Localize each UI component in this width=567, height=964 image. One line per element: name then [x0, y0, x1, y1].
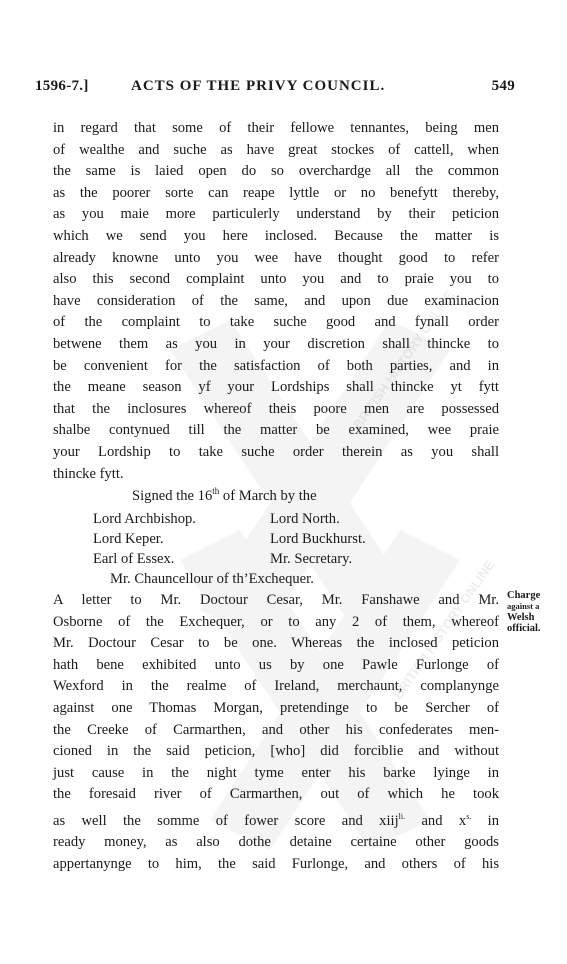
signed-line	[132, 486, 317, 505]
signer-name: Mr. Chauncellour of th’Exchequer.	[110, 571, 314, 587]
text-line: your Lordship to take suche order therein as you shall	[53, 443, 499, 460]
text-line: shalbe contynued till the matter be examined, wee praie	[53, 422, 499, 439]
signers-row	[93, 549, 393, 569]
text-run: as well the somme of fower score and xiij	[53, 812, 399, 829]
text-line: of wealthe and suche as have great stockes of cattell, when	[53, 141, 499, 158]
signers-row	[93, 569, 393, 589]
running-header	[35, 78, 515, 98]
text-line: as the poorer sorte can reape lyttle or no benefytt thereby,	[53, 184, 499, 201]
first-passage	[53, 118, 499, 485]
text-line: just cause in the night tyme enter his barke lyinge in	[53, 764, 499, 781]
signers-list	[93, 509, 393, 589]
text-run: in	[471, 812, 500, 829]
signed-prefix: Signed the 16	[132, 487, 213, 504]
text-line: already knowne unto you wee have thought good to refer	[53, 249, 499, 266]
text-line: cioned in the said peticion, [who] did forciblie and without	[53, 743, 499, 760]
header-title: ACTS OF THE PRIVY COUNCIL.	[131, 78, 386, 94]
margin-note-line: Welsh official.	[507, 612, 541, 634]
text-line: ready money, as also dothe detaine certaine other goods	[53, 834, 499, 851]
signed-suffix: of March by the	[219, 487, 317, 504]
signers-row	[93, 509, 393, 529]
signer-name: Lord Buckhurst.	[270, 531, 366, 547]
text-line: which we send you here inclosed. Because the matter is	[53, 227, 499, 244]
text-line: be convenient for the satisfaction of both parties, and in	[53, 357, 499, 374]
signer-name: Mr. Secretary.	[270, 551, 353, 567]
margin-note	[507, 590, 565, 634]
header-years: 1596-7.]	[35, 78, 89, 94]
text-line: betwene them as you in your discretion shall thincke to	[53, 335, 499, 352]
watermark-text-2: BRITISH HISTORY ONLINE	[390, 557, 498, 702]
text-line: also this second complaint unto you and to praie you to	[53, 271, 499, 288]
text-line: of the complaint to take suche good and fynall order	[53, 314, 499, 331]
text-line: the same is laied open do so overchardge all the common	[53, 163, 499, 180]
superscript: li.	[398, 811, 406, 821]
text-line: the meane season yf your Lordships shall thincke yt fytt	[53, 379, 499, 396]
text-line: thincke fytt.	[53, 465, 124, 482]
text-line: hath bene exhibited unto us by one Pawle Furlonge of	[53, 656, 499, 673]
text-line: in regard that some of their fellowe tennantes, being men	[53, 120, 499, 136]
letter-entry	[53, 590, 499, 876]
text-line: against one Thomas Morgan, pretendinge to be Sercher of	[53, 699, 499, 716]
signer-name: Lord North.	[270, 511, 340, 527]
text-line: that the inclosures whereof theis poore men are possessed	[53, 400, 499, 417]
text-line: Mr. Doctour Cesar to be one. Whereas the inclosed peticion	[53, 635, 499, 652]
text-line: Osborne of the Exchequer, or to any 2 of them, whereof	[53, 613, 499, 630]
text-line: the Creeke of Carmarthen, and other his confederates men-	[53, 721, 499, 738]
text-line: A letter to Mr. Doctour Cesar, Mr. Fanshawe and Mr.	[53, 592, 499, 608]
text-line: Wexford in the realme of Ireland, merchaunt, complanynge	[53, 678, 499, 695]
text-line: appertanynge to him, the said Furlonge, and others of his	[53, 855, 499, 872]
superscript: s.	[466, 811, 472, 821]
text-line: as you maie more particulerly understand by their peticion	[53, 206, 499, 223]
text-run: and x	[405, 812, 467, 829]
signer-name: Earl of Essex.	[93, 551, 175, 567]
margin-note-line: against a	[507, 601, 540, 611]
text-line: have consideration of the same, and upon due examinacion	[53, 292, 499, 309]
margin-note-line: Charge	[507, 590, 541, 601]
text-line	[53, 806, 499, 832]
signer-name: Lord Archbishop.	[93, 511, 196, 527]
signed-sup: th	[212, 486, 220, 496]
header-page-number: 549	[491, 78, 515, 94]
signers-row	[93, 529, 393, 549]
text-line: the foresaid river of Carmarthen, out of which he took	[53, 786, 499, 803]
watermark-text-1: BRITISH HISTORY ONLINE	[350, 287, 458, 432]
signer-name: Lord Keper.	[93, 531, 164, 547]
